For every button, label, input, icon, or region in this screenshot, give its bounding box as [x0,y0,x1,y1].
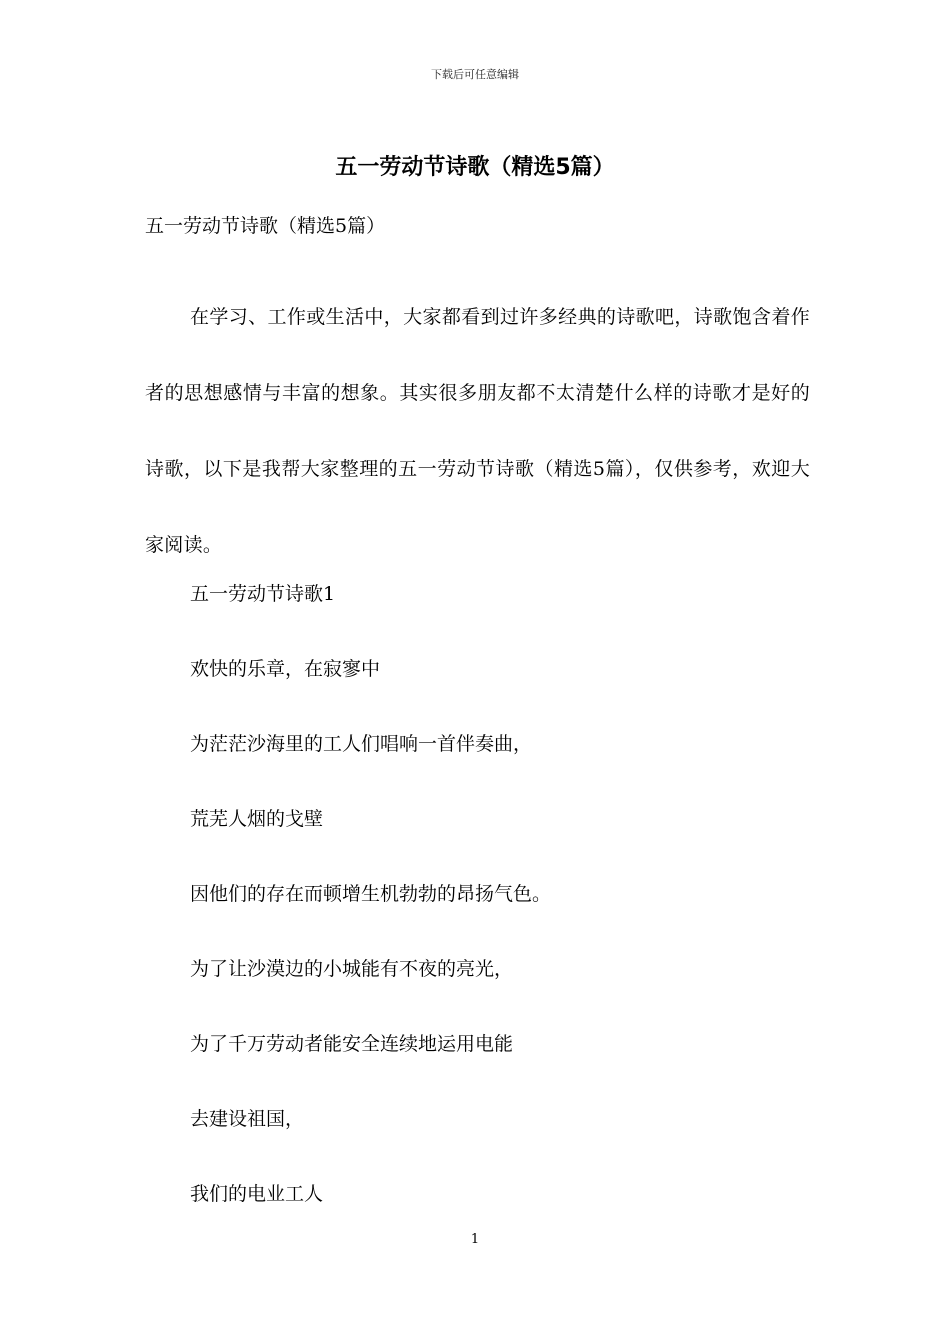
document-subtitle: 五一劳动节诗歌（精选5篇） [145,215,386,237]
poem-heading: 五一劳动节诗歌1 [190,583,336,605]
poem-line: 去建设祖国， [190,1108,305,1130]
poem-line: 为了千万劳动者能安全连续地运用电能 [190,1033,514,1055]
poem-line: 我们的电业工人 [190,1183,324,1205]
page-number: 1 [470,1232,480,1247]
poem-line: 欢快的乐章，在寂寥中 [190,658,381,680]
poem-line: 荒芜人烟的戈壁 [190,808,324,830]
header-note: 下载后可任意编辑 [431,68,519,81]
intro-paragraph: 在学习、工作或生活中，大家都看到过许多经典的诗歌吧，诗歌饱含着作者的思想感情与丰富的想象。其实很多朋友都不太清楚什么样的诗歌才是好的诗歌，以下是我帮大家整理的五一劳动节诗歌（精选5篇），仅供参考，欢迎大家阅读。 [145,306,810,556]
poem-line: 为茫茫沙海里的工人们唱响一首伴奏曲， [190,733,533,755]
poem-lines [190,578,551,1253]
poem-line: 为了让沙漠边的小城能有不夜的亮光， [190,958,514,980]
poem-line: 因他们的存在而顿增生机勃勃的昂扬气色。 [190,883,552,905]
document-title: 五一劳动节诗歌（精选5篇） [335,155,615,180]
